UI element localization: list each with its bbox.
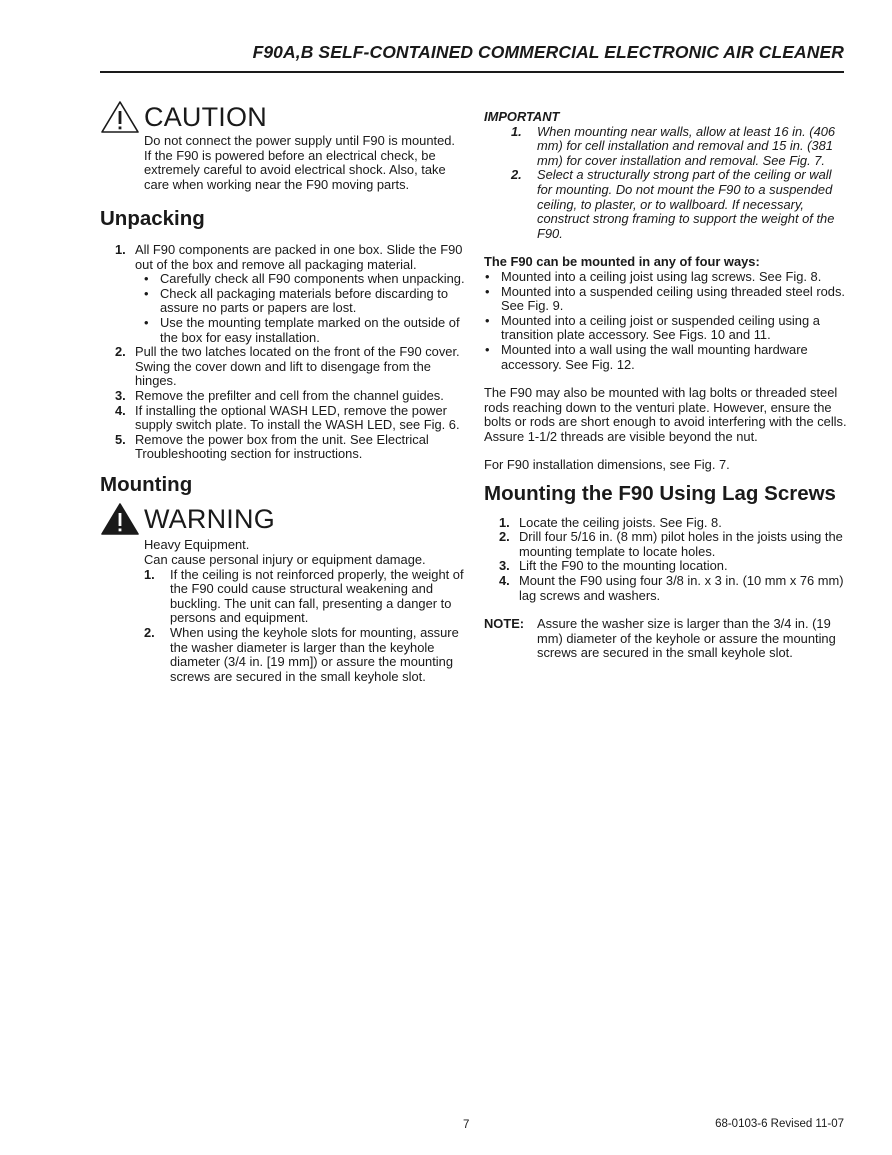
list-item (100, 626, 465, 684)
lag-steps (484, 516, 849, 604)
caution-title: CAUTION (144, 101, 267, 132)
ways-list (484, 270, 849, 372)
important-title: IMPORTANT (484, 109, 560, 124)
lag-screws-heading: Mounting the F90 Using Lag Screws (484, 482, 836, 506)
unpacking-heading: Unpacking (100, 207, 205, 231)
item-text: If the ceiling is not reinforced properly, the weight of the F90 could cause structural weakening and buckling. The unit can fall, presenting a danger to persons and equipment. (170, 566, 464, 626)
list-item (100, 389, 465, 404)
list-item (100, 568, 465, 626)
list-item (100, 433, 465, 462)
bullet-text: Check all packaging materials before discarding to assure no parts or papers are lost. (160, 285, 449, 316)
left-column (100, 100, 465, 684)
warning-block (100, 502, 465, 684)
list-item (484, 270, 849, 285)
list-item (484, 314, 849, 343)
important-items (484, 125, 849, 242)
bullet-text: Mounted into a ceiling joist using lag screws. See Fig. 8. (501, 268, 822, 284)
list-item (484, 343, 849, 372)
unpacking-steps-cont (100, 345, 465, 462)
item-number: 1. (144, 566, 155, 582)
step-number: 1. (115, 241, 126, 257)
unpacking-steps (100, 243, 465, 272)
warning-line2: Can cause personal injury or equipment damage. (144, 552, 426, 568)
warning-line1: Heavy Equipment. (144, 537, 250, 553)
body-paragraph: The F90 may also be mounted with lag bolts or threaded steel rods reaching down to the venturi plate. However, ensure the bolts or rods are short enough to avoid interfering with the cells. Assure 1-1/2 threads are visible beyond the nut. (484, 385, 847, 444)
unpacking-bullets (100, 272, 465, 345)
bullet-text: Mounted into a suspended ceiling using threaded steel rods. See Fig. 9. (501, 283, 845, 314)
mounting-heading: Mounting (100, 472, 193, 496)
item-number: 2. (511, 167, 522, 183)
bullet-text: Mounted into a wall using the wall mounting hardware accessory. See Fig. 12. (501, 341, 808, 372)
list-item (484, 516, 849, 531)
bullet-icon: • (485, 341, 490, 357)
step-number: 4. (115, 402, 126, 418)
step-number: 3. (499, 558, 510, 574)
warning-header (100, 502, 465, 536)
list-item (484, 285, 849, 314)
item-text: When using the keyhole slots for mounting, assure the washer diameter is larger than the keyhole diameter (3/4 in. [19 mm]) or assure the mounting screws are secured in the small keyhole slot. (170, 625, 459, 684)
bullet-icon: • (144, 271, 149, 287)
step-number: 3. (115, 387, 126, 403)
caution-header (100, 100, 465, 134)
list-item (100, 404, 465, 433)
bullet-text: Carefully check all F90 components when unpacking. (160, 271, 465, 287)
list-item (100, 243, 465, 272)
bullet-text: Mounted into a ceiling joist or suspended ceiling using a transition plate accessory. See Figs. 10 and 11. (501, 312, 820, 343)
warning-items (100, 568, 465, 685)
bullet-icon: • (485, 268, 490, 284)
list-item (100, 287, 465, 316)
caution-text: Do not connect the power supply until F90 is mounted. If the F90 is powered before an electrical check, be extremely careful to avoid electrical shock. Also, take care when working near the F90 moving parts. (144, 133, 455, 192)
body-paragraph-dimensions: For F90 installation dimensions, see Fig. 7. (484, 457, 730, 473)
caution-triangle-icon (100, 100, 140, 134)
item-number: 1. (511, 123, 522, 139)
header-rule (100, 71, 844, 73)
list-item (100, 316, 465, 345)
step-text: Drill four 5/16 in. (8 mm) pilot holes in the joists using the mounting template to locate holes. (519, 529, 843, 559)
list-item (484, 168, 849, 241)
step-number: 5. (115, 431, 126, 447)
list-item (484, 574, 849, 603)
step-text: Lift the F90 to the mounting location. (519, 558, 728, 574)
list-item (100, 272, 465, 287)
bullet-text: Use the mounting template marked on the outside of the box for easy installation. (160, 314, 460, 345)
step-text: All F90 components are packed in one box. Slide the F90 out of the box and remove all packaging material. (135, 241, 463, 272)
right-column (484, 110, 849, 661)
list-item (484, 559, 849, 574)
step-text: Pull the two latches located on the front of the F90 cover. Swing the cover down and lift to disengage from the hinges. (135, 344, 460, 389)
step-text: Remove the prefilter and cell from the channel guides. (135, 387, 444, 403)
caution-block (100, 100, 465, 192)
bullet-icon: • (144, 285, 149, 301)
item-number: 2. (144, 625, 155, 641)
step-number: 4. (499, 573, 510, 589)
warning-triangle-icon (100, 502, 140, 536)
step-number: 2. (499, 529, 510, 545)
note-text: Assure the washer size is larger than the 3/4 in. (19 mm) diameter of the keyhole or assure the mounting screws are secured in the small keyhole slot. (537, 616, 836, 661)
step-text: Locate the ceiling joists. See Fig. 8. (519, 514, 722, 530)
page-header-title: F90A,B SELF-CONTAINED COMMERCIAL ELECTRONIC AIR CLEANER (252, 42, 844, 62)
item-text: When mounting near walls, allow at least 16 in. (406 mm) for cell installation and removal and 15 in. (381 mm) for cover installation and removal. See Fig. 7. (537, 123, 836, 168)
bullet-icon: • (485, 312, 490, 328)
step-text: Mount the F90 using four 3/8 in. x 3 in. (10 mm x 76 mm) lag screws and washers. (519, 573, 844, 603)
page-number: 7 (463, 1119, 470, 1131)
step-number: 2. (115, 344, 126, 360)
step-text: If installing the optional WASH LED, remove the power supply switch plate. To install the WASH LED, see Fig. 6. (135, 402, 460, 433)
step-number: 1. (499, 514, 510, 530)
item-text: Select a structurally strong part of the ceiling or wall for mounting. Do not mount the F90 to a suspended ceiling, to plaster, or to wallboard. If necessary, construct strong framing to support the weight of the F90. (537, 167, 835, 241)
list-item (484, 530, 849, 559)
note-block (484, 617, 849, 661)
warning-title: WARNING (144, 504, 275, 535)
document-number: 68-0103-6 Revised 11-07 (715, 1118, 844, 1130)
ways-title: The F90 can be mounted in any of four ways: (484, 254, 760, 270)
note-label: NOTE: (484, 616, 525, 632)
bullet-icon: • (144, 314, 149, 330)
list-item (484, 125, 849, 169)
list-item (100, 345, 465, 389)
bullet-icon: • (485, 283, 490, 299)
step-text: Remove the power box from the unit. See Electrical Troubleshooting section for instructions. (135, 431, 429, 462)
